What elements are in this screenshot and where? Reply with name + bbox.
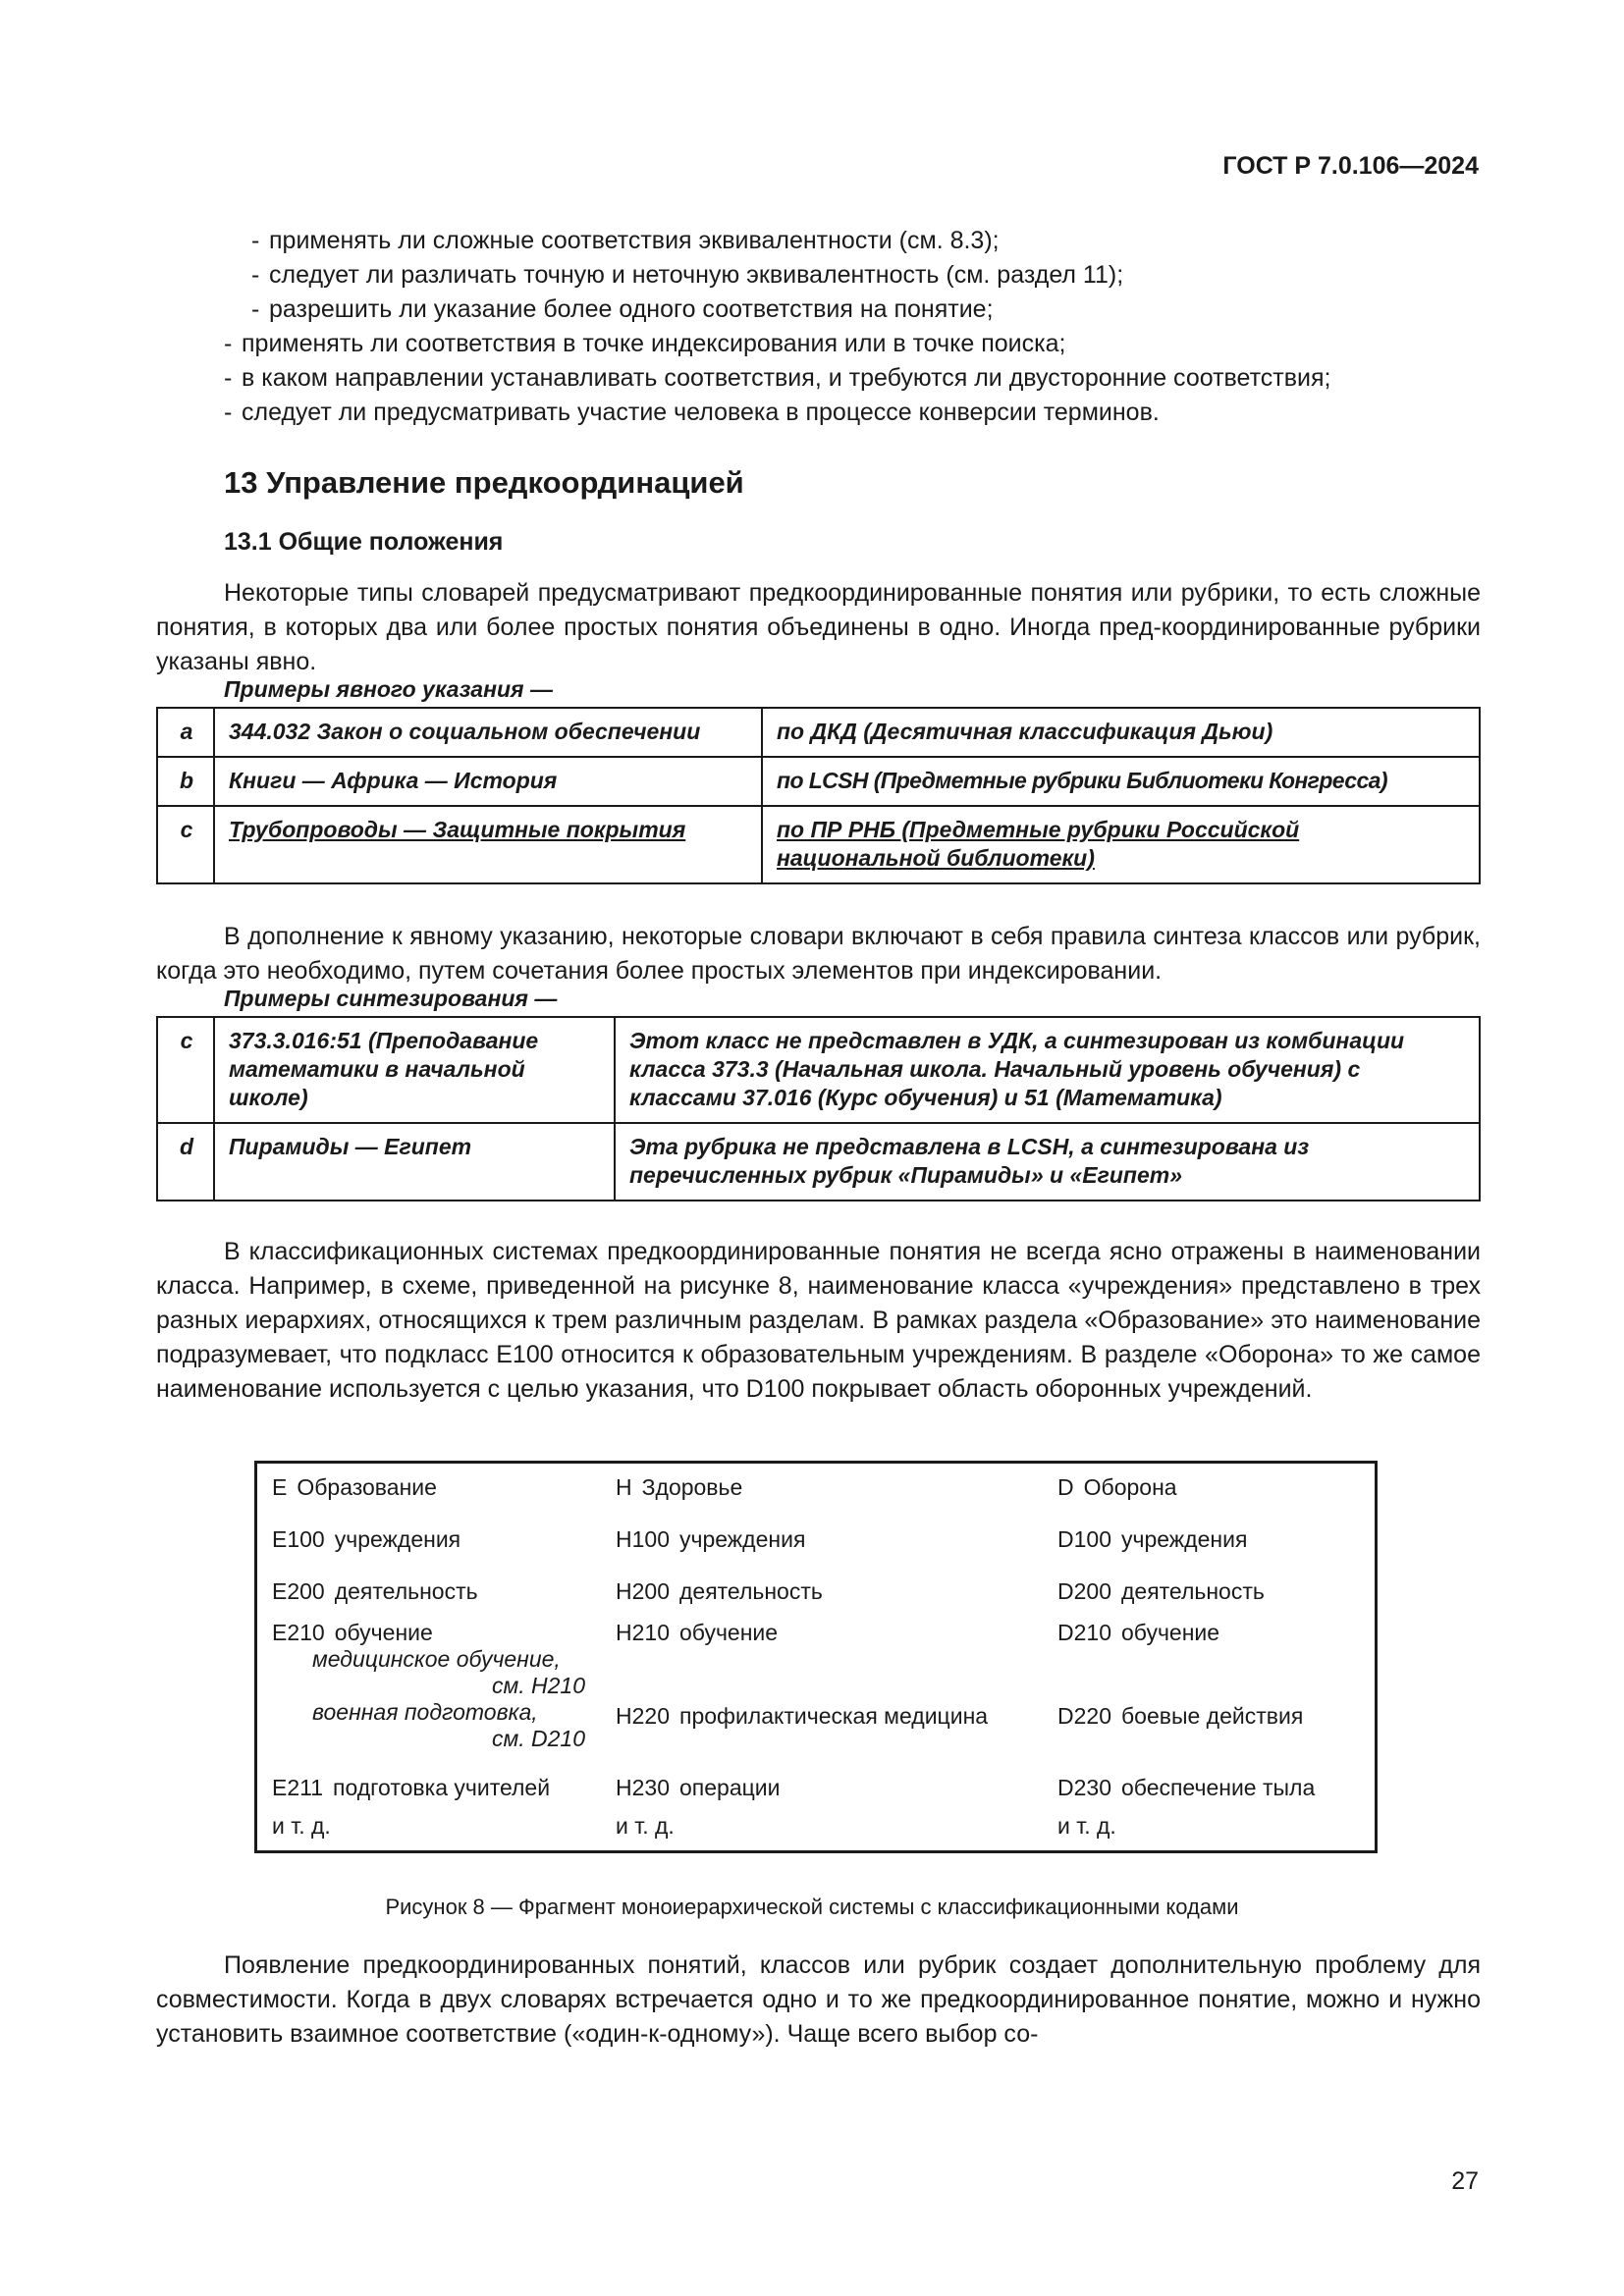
examples-table-synthesis — [156, 1016, 1481, 1201]
figure-entry: E211 подготовка учителей — [272, 1775, 551, 1800]
page-number: 27 — [1451, 2167, 1479, 2195]
table-row — [157, 1123, 1480, 1201]
paragraph — [156, 1235, 1481, 1407]
row-source: по ПР РНБ (Предметные рубрики Российской национальной библиотеки) — [762, 806, 1480, 883]
row-desc: Этот класс не представлен в УДК, а синтезирован из комбинации класса 373.3 (Начальная школа. Начальный уровень обучения) с классами 37.016 (Курс обучения) и 51 (Математика) — [615, 1017, 1480, 1123]
considerations-list — [224, 224, 1490, 430]
figure-etc: и т. д. — [1057, 1813, 1116, 1839]
figure-entry: H100 учреждения — [616, 1526, 806, 1552]
figure-head-h: H Здоровье — [616, 1474, 743, 1500]
list-item: - применять ли соответствия в точке индексирования или в точке поиска; — [224, 330, 1066, 357]
row-term: Книги — Африка — История — [214, 757, 762, 806]
figure-caption: Рисунок 8 — Фрагмент моноиерархической системы с классификационными кодами — [385, 1895, 1239, 1919]
figure-entry: H220 профилактическая медицина — [616, 1703, 989, 1729]
figure-entry: D210 обучение — [1057, 1620, 1220, 1645]
row-desc: Эта рубрика не представлена в LCSH, а синтезирована из перечисленных рубрик «Пирамиды» и «Египет» — [615, 1123, 1480, 1201]
figure-head-d: D Оборона — [1057, 1474, 1177, 1500]
list-item: - применять ли сложные соответствия эквивалентности (см. 8.3); — [251, 227, 1000, 254]
paragraph — [156, 576, 1481, 679]
table-row — [157, 708, 1480, 757]
list-item: - разрешить ли указание более одного соответствия на понятие; — [251, 295, 994, 323]
paragraph-text: В классификационных системах предкоординированные понятия не всегда ясно отражены в наименовании класса. Например, в схеме, приведенной на рисунке 8, наименование класса «учреждения» представлено в трех разных иерархиях, относящихся к трем различным разделам. В рамках раздела «Образование» это наименование подразумевает, что подкласс E100 относится к образовательным учреждениям. В разделе «Оборона» то же самое наименование используется с целью указания, что D100 покрывает область оборонных учреждений. — [156, 1238, 1481, 1403]
figure-etc: и т. д. — [272, 1813, 331, 1839]
list-item: - следует ли предусматривать участие человека в процессе конверсии терминов. — [224, 399, 1160, 426]
row-term: Пирамиды — Египет — [214, 1123, 615, 1201]
paragraph — [156, 920, 1481, 988]
figure-entry: H210 обучение — [616, 1620, 779, 1645]
figure-entry: H230 операции — [616, 1775, 781, 1800]
figure-8-classification — [254, 1461, 1378, 1853]
paragraph-text: В дополнение к явному указанию, некоторые словари включают в себя правила синтеза классов или рубрик, когда это необходимо, путем сочетания более простых элементов при индексировании. — [156, 923, 1481, 985]
paragraph-text: Некоторые типы словарей предусматривают предкоординированные понятия или рубрики, то есть сложные понятия, в которых два или более простых понятия объединены в одно. Иногда пред-координированные рубрики указаны явно. — [156, 579, 1481, 675]
row-term: 373.3.016:51 (Преподавание математики в начальной школе) — [214, 1017, 615, 1123]
paragraph — [156, 1949, 1481, 2052]
paragraph-text: Появление предкоординированных понятий, классов или рубрик создает дополнительную проблему для совместимости. Когда в двух словарях встречается одно и то же предкоординированное понятие, можно и нужно установить взаимное соответствие («один-к-одному»). Чаще всего выбор со- — [156, 1951, 1481, 2048]
row-key: c — [157, 1017, 214, 1123]
figure-note: см. H210 — [491, 1673, 585, 1698]
figure-entry: E100 учреждения — [272, 1526, 461, 1552]
row-key: c — [157, 806, 214, 883]
figure-entry: D220 боевые действия — [1057, 1703, 1304, 1729]
figure-entry: E200 деятельность — [272, 1578, 478, 1604]
figure-entry: E210 обучение — [272, 1620, 433, 1645]
examples-title: Примеры явного указания — — [224, 676, 553, 702]
list-item: - следует ли различать точную и неточную эквивалентность (см. раздел 11); — [251, 261, 1124, 289]
figure-entry: D100 учреждения — [1057, 1526, 1248, 1552]
examples-table-explicit — [156, 707, 1481, 884]
row-source: по ДКД (Десятичная классификация Дьюи) — [762, 708, 1480, 757]
table-row — [157, 1017, 1480, 1123]
section-title: 13 Управление предкоординацией — [224, 465, 744, 500]
row-source: по LCSH (Предметные рубрики Библиотеки Конгресса) — [762, 757, 1480, 806]
figure-entry: D200 деятельность — [1057, 1578, 1265, 1604]
examples-title: Примеры синтезирования — — [224, 986, 558, 1011]
row-key: d — [157, 1123, 214, 1201]
row-key: a — [157, 708, 214, 757]
subsection-title: 13.1 Общие положения — [224, 528, 504, 556]
figure-head-e: E Образование — [272, 1474, 437, 1500]
figure-entry: H200 деятельность — [616, 1578, 823, 1604]
list-item: - в каком направлении устанавливать соответствия, и требуются ли двусторонние соответствия; — [224, 364, 1331, 392]
figure-note: военная подготовка, — [312, 1699, 538, 1725]
figure-note: см. D210 — [491, 1726, 585, 1751]
table-row — [157, 757, 1480, 806]
document-header: ГОСТ Р 7.0.106—2024 — [1222, 152, 1479, 180]
figure-etc: и т. д. — [616, 1813, 675, 1839]
row-term: Трубопроводы — Защитные покрытия — [214, 806, 762, 883]
figure-note: медицинское обучение, — [312, 1646, 561, 1672]
figure-entry: D230 обеспечение тыла — [1057, 1775, 1316, 1800]
row-term: 344.032 Закон о социальном обеспечении — [214, 708, 762, 757]
table-row — [157, 806, 1480, 883]
row-key: b — [157, 757, 214, 806]
